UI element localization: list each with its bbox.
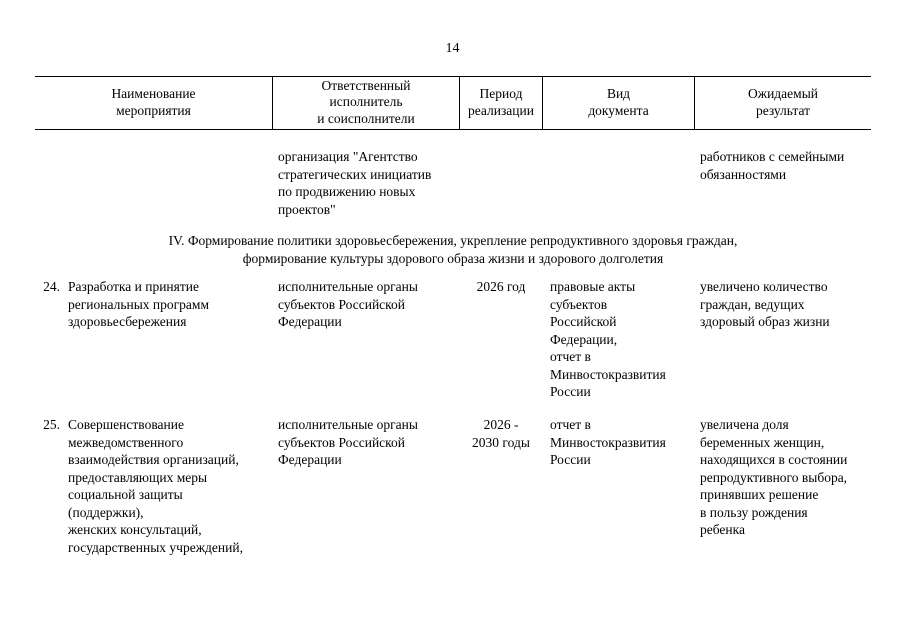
- header-result: [695, 76, 871, 129]
- row-document: правовые акты субъектов Российской Федерации, отчет в Минвостокразвития России: [550, 279, 666, 399]
- row-document: отчет в Минвостокразвития России: [550, 417, 666, 467]
- header-executor-text: Ответственный исполнитель и соисполнители: [317, 77, 415, 126]
- header-document-text: Вид документа: [588, 86, 649, 118]
- row-number: 24.: [43, 279, 60, 294]
- table-header-bottom-rule: [35, 129, 871, 130]
- continuation-executor: организация "Агентство стратегических инициатив по продвижению новых проектов": [278, 149, 432, 217]
- row-name: Разработка и принятие региональных программ здоровьесбережения: [68, 279, 209, 329]
- row-result: увеличена доля беременных женщин, находящихся в состоянии репродуктивного выбора, принявших решение в пользу рождения ребенка: [700, 417, 848, 537]
- header-period: [460, 76, 542, 129]
- row-number: 25.: [43, 417, 60, 432]
- continuation-result: работников с семейными обязанностями: [700, 149, 845, 182]
- header-name: [35, 76, 272, 129]
- row-executor: исполнительные органы субъектов Российской Федерации: [278, 279, 418, 329]
- header-name-text: Наименование мероприятия: [111, 86, 196, 118]
- row-period: 2026 - 2030 годы: [472, 417, 530, 450]
- header-result-text: Ожидаемый результат: [748, 86, 818, 118]
- header-executor: [273, 76, 459, 129]
- header-document: [543, 76, 694, 129]
- page-number: 14: [445, 41, 460, 56]
- row-name: Совершенствование межведомственного взаимодействия организаций, предоставляющих меры социальной защиты (поддержки), женских консультаций, государственных учреждений,: [68, 417, 243, 555]
- header-period-text: Период реализации: [468, 86, 534, 118]
- row-executor: исполнительные органы субъектов Российской Федерации: [278, 417, 418, 467]
- section-title: IV. Формирование политики здоровьесбережения, укрепление репродуктивного здоровья граждан, формирование культуры здорового образа жизни и здорового долголетия: [168, 233, 738, 266]
- row-period: 2026 год: [476, 279, 526, 294]
- row-result: увеличено количество граждан, ведущих здоровый образ жизни: [700, 279, 830, 329]
